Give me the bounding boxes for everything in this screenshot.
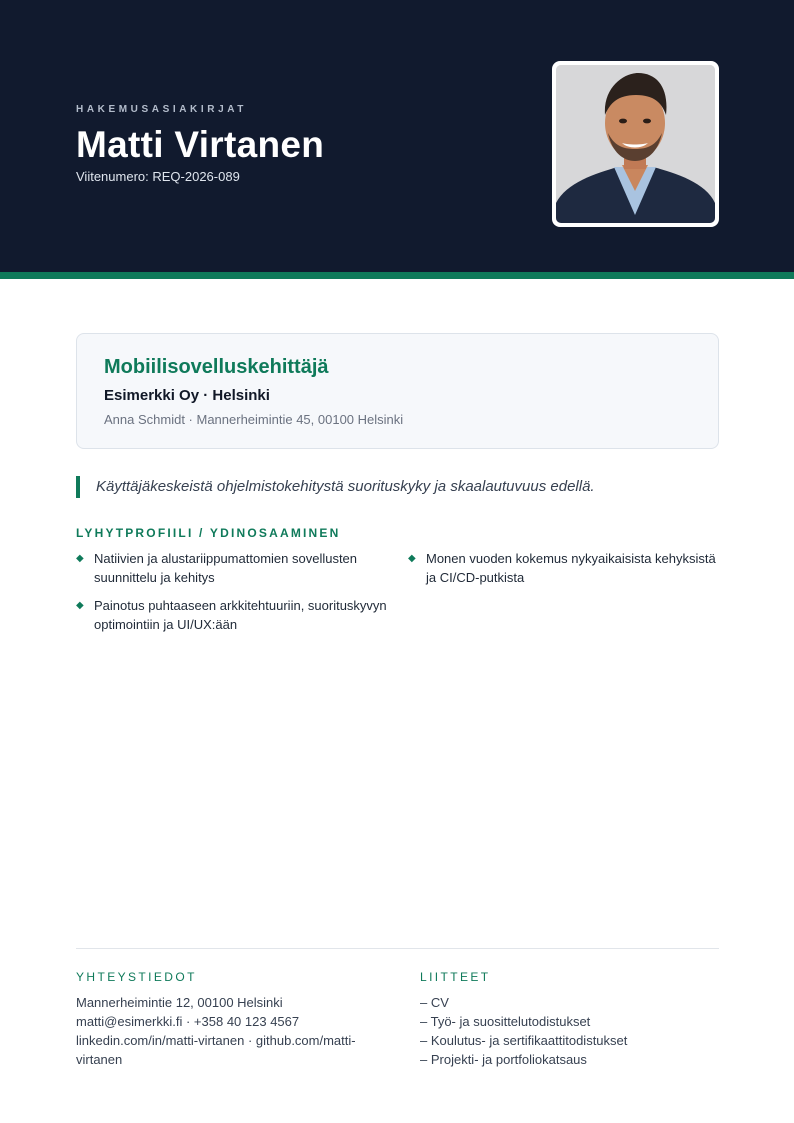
- attachment-item: – Projekti- ja portfoliokatsaus: [420, 1052, 587, 1067]
- contact-address: Mannerheimintie 12, 00100 Helsinki: [76, 995, 283, 1010]
- profile-item-text: Painotus puhtaaseen arkkitehtuuriin, suorituskyvyn optimointiin ja UI/UX:ään: [94, 598, 387, 632]
- applicant-name: Matti Virtanen: [76, 124, 325, 165]
- profile-item-text: Natiivien ja alustariippumattomien sovellusten suunnittelu ja kehitys: [94, 551, 358, 585]
- attachment-item: – Työ- ja suosittelutodistukset: [420, 1014, 591, 1029]
- attachment-item: – CV: [420, 995, 449, 1010]
- attachments-list: [420, 993, 720, 1069]
- reference-number: Viitenumero: REQ-2026-089: [76, 169, 240, 184]
- attachment-item: – Koulutus- ja sertifikaattitodistukset: [420, 1033, 628, 1048]
- profile-item: [76, 549, 396, 587]
- recipient-address: Anna Schmidt · Mannerheimintie 45, 00100 Helsinki: [104, 412, 404, 427]
- tagline-accent-bar: [76, 476, 80, 498]
- profile-item-text: Monen vuoden kokemus nykyaikaisista kehyksistä ja CI/CD-putkista: [426, 551, 716, 585]
- profile-section-title: LYHYTPROFIILI / YDINOSAAMINEN: [76, 526, 341, 540]
- tagline: Käyttäjäkeskeistä ohjelmistokehitystä suorituskyky ja skaalautuvuus edellä.: [96, 478, 595, 495]
- contact-links: linkedin.com/in/matti-virtanen · github.com/matti-virtanen: [76, 1033, 356, 1067]
- profile-item: [76, 596, 396, 634]
- company-name: Esimerkki Oy · Helsinki: [104, 387, 270, 404]
- diamond-icon: ◆: [76, 553, 84, 564]
- diamond-icon: ◆: [76, 600, 84, 611]
- document-header: [0, 0, 794, 272]
- header-accent-bar: [0, 272, 794, 279]
- diamond-icon: ◆: [408, 553, 416, 564]
- document-type-label: HAKEMUSASIAKIRJAT: [76, 104, 248, 115]
- contact-details: [76, 993, 366, 1069]
- attachments-section-title: LIITTEET: [420, 970, 491, 984]
- profile-item: [408, 549, 720, 587]
- contact-section-title: YHTEYSTIEDOT: [76, 970, 197, 984]
- profile-photo: [556, 65, 715, 223]
- job-title: Mobiilisovelluskehittäjä: [104, 356, 329, 378]
- contact-email-phone: matti@esimerkki.fi · +358 40 123 4567: [76, 1014, 300, 1029]
- application-card: [76, 333, 719, 449]
- footer-divider: [76, 948, 719, 949]
- profile-photo-frame: [552, 61, 719, 227]
